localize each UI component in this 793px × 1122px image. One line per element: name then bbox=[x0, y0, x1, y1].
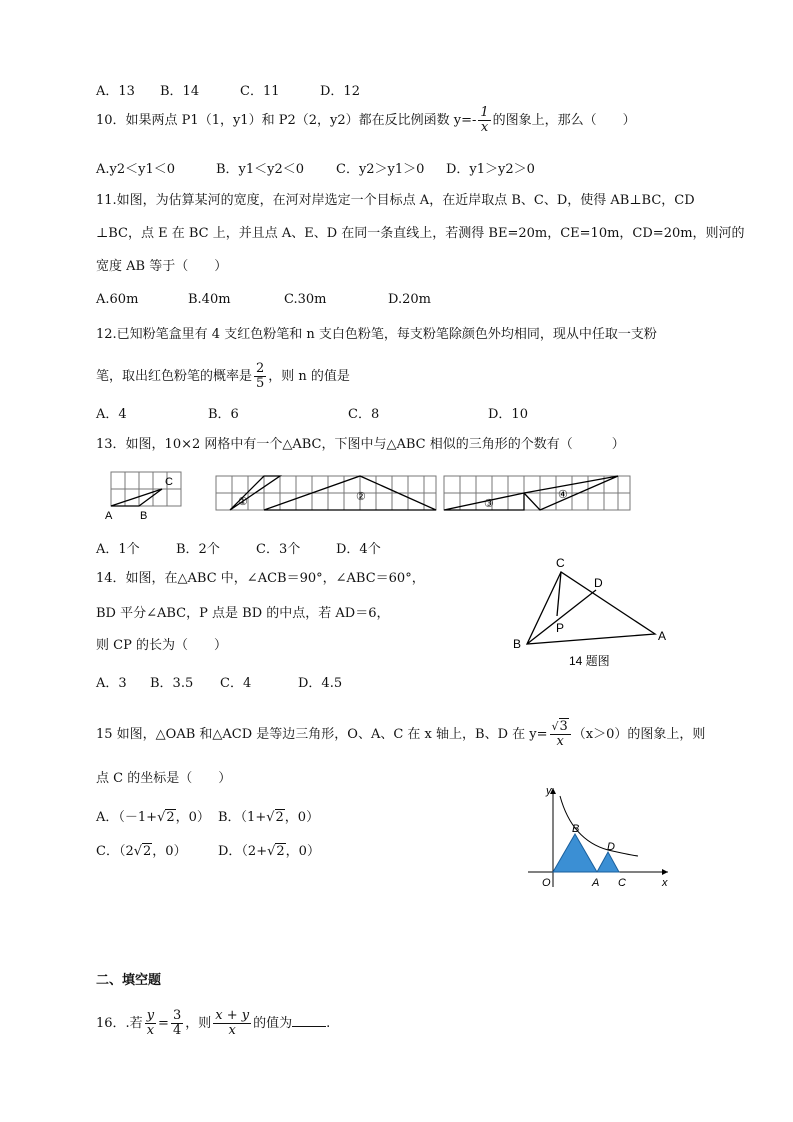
q15-label-o: O bbox=[542, 877, 551, 889]
q12-line2-pre: 笔，取出红色粉笔的概率是 bbox=[96, 369, 253, 384]
q16-answer-blank[interactable] bbox=[292, 1014, 326, 1027]
q13-label-a: A bbox=[105, 510, 113, 522]
q10-stem-pre: 10．如果两点 P1（1，y1）和 P2（2，y2）都在反比例函数 y=- bbox=[96, 113, 477, 128]
q9-option-a: A．13 bbox=[96, 84, 135, 99]
q15-fraction: $\frac{√3}{x}$ bbox=[550, 720, 571, 749]
q15-option-b: B．（1+√2，0） bbox=[218, 810, 320, 825]
q15-label-a: A bbox=[592, 877, 600, 889]
q11-line2: ⊥BC，点 E 在 BC 上，并且点 A、E、D 在同一条直线上，若测得 BE=20m，CE=10m，CD=20m，则河的 bbox=[96, 226, 745, 241]
q11-line3: 宽度 AB 等于（ ） bbox=[96, 259, 228, 274]
q10-fraction bbox=[478, 106, 490, 135]
q10-stem-post: 的图象上，那么（ ） bbox=[492, 113, 636, 128]
q10-frac-den: x bbox=[480, 120, 489, 135]
q14-caption: 14 题图 bbox=[569, 654, 610, 668]
q15-triangle-oab bbox=[553, 834, 597, 872]
q10-frac-num: 1 bbox=[480, 105, 489, 120]
q15-label-y: y bbox=[546, 785, 552, 797]
q12-fraction bbox=[254, 362, 266, 391]
q14-option-a: A．3 bbox=[96, 676, 127, 691]
q13-label-2: ② bbox=[356, 491, 366, 503]
q13-grid-3-4 bbox=[444, 476, 630, 510]
q11-option-b: B.40m bbox=[188, 292, 231, 307]
q12-option-a: A．4 bbox=[96, 407, 127, 422]
q9-option-d: D．12 bbox=[320, 84, 360, 99]
q10-stem bbox=[96, 106, 636, 135]
q13-grid-figures bbox=[100, 466, 640, 524]
q14-label-p: P bbox=[556, 621, 565, 635]
q15-label-b: B bbox=[572, 823, 580, 835]
q10-option-b: B．y1＜y2＜0 bbox=[216, 162, 305, 177]
q15-stem-post: （x＞0）的图象上，则 bbox=[572, 727, 706, 742]
q9-option-c: C．11 bbox=[240, 84, 280, 99]
q10-option-a: A.y2＜y1＜0 bbox=[96, 162, 176, 177]
q13-option-b: B．2个 bbox=[176, 542, 220, 557]
q13-option-d: D．4个 bbox=[336, 542, 381, 557]
q10-option-d: D．y1＞y2＞0 bbox=[446, 162, 535, 177]
q11-line1: 11.如图，为估算某河的宽度，在河对岸选定一个目标点 A，在近岸取点 B、C、D，使得 AB⊥BC，CD bbox=[96, 193, 695, 208]
q9-option-b: B．14 bbox=[160, 84, 200, 99]
q14-label-c: C bbox=[556, 556, 565, 570]
q15-stem bbox=[96, 720, 705, 749]
q12-frac-den: 5 bbox=[256, 376, 265, 391]
q15-option-a: A．（－1+√2，0） bbox=[96, 810, 210, 825]
q13-option-a: A．1个 bbox=[96, 542, 140, 557]
q14-option-b: B．3.5 bbox=[150, 676, 194, 691]
q10-option-c: C．y2＞y1＞0 bbox=[336, 162, 425, 177]
q12-line1: 12.已知粉笔盒里有 4 支红色粉笔和 n 支白色粉笔，每支粉笔除颜色外均相同，现从中任取一支粉 bbox=[96, 327, 657, 342]
q13-stem: 13．如图，10×2 网格中有一个△ABC，下图中与△ABC 相似的三角形的个数有（ ） bbox=[96, 437, 625, 452]
q16-frac-y-over-x: $\frac{y}{x}$ bbox=[146, 1008, 155, 1038]
q15-figure bbox=[520, 782, 675, 892]
q15-label-x: x bbox=[662, 877, 668, 889]
q12-option-d: D．10 bbox=[488, 407, 528, 422]
q13-label-1: ① bbox=[238, 496, 248, 508]
q12-line2-post: ，则 n 的值是 bbox=[268, 369, 350, 384]
q14-option-d: D．4.5 bbox=[298, 676, 343, 691]
q12-option-b: B．6 bbox=[208, 407, 239, 422]
q13-label-3: ③ bbox=[484, 498, 494, 510]
q15-frac-den: x bbox=[556, 734, 564, 749]
q11-option-a: A.60m bbox=[96, 292, 139, 307]
q14-label-d: D bbox=[594, 576, 603, 590]
q15-label-d: D bbox=[607, 841, 615, 853]
q16-stem: 16．.若 $\frac{y}{x}$ = $\frac{3}{4}$ ，则 $\frac{x + y}{x}$ 的值为 . bbox=[96, 1008, 331, 1038]
q11-option-c: C.30m bbox=[284, 292, 327, 307]
q15-stem-pre: 15 如图，△OAB 和△ACD 是等边三角形，O、A、C 在 x 轴上，B、D 在 y= bbox=[96, 727, 548, 742]
q16-frac-x-plus-y-over-x: $\frac{x + y}{x}$ bbox=[215, 1008, 250, 1038]
q15-option-c: C．（2√2，0） bbox=[96, 844, 187, 859]
q14-line1: 14．如图，在△ABC 中，∠ACB＝90°，∠ABC＝60°， bbox=[96, 571, 425, 586]
q12-frac-num: 2 bbox=[256, 361, 265, 376]
q14-label-a: A bbox=[658, 629, 667, 643]
q13-label-b: B bbox=[140, 510, 148, 522]
q13-option-c: C．3个 bbox=[256, 542, 301, 557]
q15-triangle-acd bbox=[597, 852, 619, 872]
q14-line3: 则 CP 的长为（ ） bbox=[96, 638, 227, 653]
q12-option-c: C．8 bbox=[348, 407, 380, 422]
q15-line2: 点 C 的坐标是（ ） bbox=[96, 771, 232, 786]
q14-figure bbox=[505, 552, 675, 674]
q13-label-4: ④ bbox=[558, 489, 568, 501]
q13-label-c: C bbox=[165, 476, 173, 488]
q15-option-d: D．（2+√2，0） bbox=[218, 844, 320, 859]
q16-frac-3-over-4: $\frac{3}{4}$ bbox=[172, 1008, 182, 1038]
q13-grid-1-2 bbox=[216, 476, 436, 510]
q15-frac-num: 3 bbox=[559, 719, 568, 734]
section-title-fill-in: 二、填空题 bbox=[96, 973, 162, 988]
q11-option-d: D.20m bbox=[388, 292, 431, 307]
q12-line2 bbox=[96, 362, 350, 391]
q14-option-c: C．4 bbox=[220, 676, 252, 691]
q14-line2: BD 平分∠ABC，P 点是 BD 的中点，若 AD＝6， bbox=[96, 606, 390, 621]
q14-label-b: B bbox=[513, 637, 522, 651]
q15-label-c: C bbox=[618, 877, 626, 889]
